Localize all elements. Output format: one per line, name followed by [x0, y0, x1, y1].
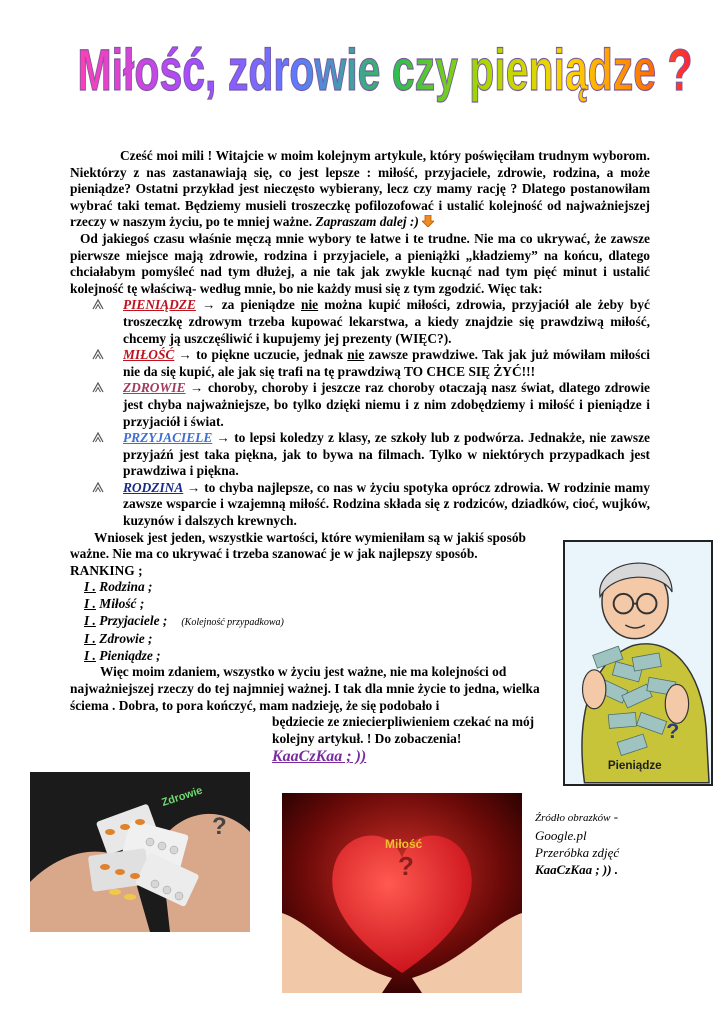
closing-paragraph: Więc moim zdaniem, wszystko w życiu jest ważne, nie ma kolejności od najważniejszej rzeczy do tej najmniej ważnej. I tak dla mnie życie to jedna, wielka ściema . Dobra, to pora kończyć, mam nadzieję, że się podobało i	[70, 664, 540, 713]
intro-text: Cześć moi mili ! Witajcie w moim kolejnym artykule, który poświęciłam trudnym wyborom. Niektórzy z nas zastanawiają się, co jest lepsze : miłość, przyjaciele, zdrowie, rodzina, a może pieniądze? Ostatni przykład jest nieczęsto wybierany, lecz czy mamy rację ? Dlatego postanowiłam wybrać taki temat. Będziemy musieli troszeczkę pofilozofować i ustalić kolejność od najważniejszej rzeczy w naszym życiu, po te mniej ważne.	[70, 148, 650, 230]
arrow-text: →	[195, 297, 222, 313]
ranking-number: I .	[84, 579, 96, 595]
ranking-label: Rodzina ;	[99, 579, 153, 595]
question-mark: ?	[666, 718, 680, 743]
grandma-money-image	[563, 540, 713, 786]
heart-hands-image	[282, 793, 522, 993]
item-text: choroby, choroby i jeszcze raz choroby otaczają nasz świat, dlatego zdrowie jest chyba najważniejsze, bo tylko dzięki niemu i z nim zdobędziemy i miłość i pieniądze i przyjaciół i świat.	[123, 380, 650, 429]
list-item-pieniadze	[92, 297, 650, 347]
values-list	[70, 297, 650, 529]
list-item-rodzina	[92, 480, 650, 530]
bullet-icon	[92, 431, 104, 443]
title-text: Miłość, zdrowie czy pieniądze ?	[77, 38, 693, 103]
ranking-label: Miłość ;	[99, 596, 145, 612]
bullet-icon	[92, 381, 104, 393]
image-caption-pieniadze: Pieniądze	[607, 759, 662, 773]
page-title	[70, 28, 700, 108]
ranking-number: I .	[84, 612, 96, 628]
bullet-icon	[92, 298, 104, 310]
question-mark: ?	[212, 813, 227, 840]
credits-dash: -	[610, 809, 619, 824]
arrow-text: →	[183, 479, 205, 495]
keyword-zdrowie: ZDROWIE	[123, 380, 186, 396]
keyword-pieniadze: PIENIĄDZE	[123, 297, 196, 313]
arrow-text: →	[174, 347, 197, 363]
item-text: to lepsi koledzy z klasy, ze szkoły lub z podwórza. Jednakże, nie zawsze przyjaźń jest taka piękna, jak to bywa na filmach. Tylko w niektórych przypadkach jest prawdziwa i piękna.	[123, 430, 650, 479]
item-underlined: nie	[301, 297, 319, 313]
credits-author: KaaCzKaa ; )) .	[535, 862, 619, 877]
rainbow-title-graphic	[70, 28, 700, 108]
list-item-przyjaciele	[92, 430, 650, 480]
paragraph-2: Od jakiegoś czasu właśnie męczą mnie wybory te łatwe i te trudne. Nie ma co ukrywać, że zawsze pierwsze miejsce mają zdrowie, rodzina i przyjaciele, a pieniążki „kładziemy” na końcu, dlatego chciałabym pomyśleć nad tym dłużej, a nie tak jak zwykle kucnąć nad tym pięć minut i ustalić kolejność tę właściwą- według mnie, bo nie każdy musi się z tym zgodzić. Więc tak:	[70, 230, 650, 296]
credits-edit: Przeróbka zdjęć	[535, 845, 620, 860]
keyword-rodzina: RODZINA	[123, 479, 184, 495]
intro-cta: Zapraszam dalej :)	[315, 214, 419, 230]
signature: KaaCzKaa ; ))	[272, 748, 367, 766]
orange-arrow-down-icon	[422, 215, 434, 227]
item-text: to piękne uczucie, jednak	[196, 347, 348, 363]
bullet-icon	[92, 348, 104, 360]
ranking-number: I .	[84, 596, 96, 612]
item-text: za pieniądze	[221, 297, 301, 313]
list-item-milosc	[92, 347, 650, 380]
item-text: zawsze prawdziwe. Tak jak już mówiłam miłości nie da się kupić, ale jak się trafi na tę prawdziwą TO CHCE SIĘ ŻYĆ!!!	[123, 347, 651, 379]
list-item-zdrowie	[92, 380, 650, 430]
item-text: to chyba najlepsze, co nas w życiu spotyka oprócz zdrowia. W rodzinie mamy zawsze wsparcie i wzajemną miłość. Rodzina składa się z rodziców, dziadków, cioć, wujków, kuzynów i dalszych krewnych.	[123, 479, 651, 529]
credits-source: Google.pl	[535, 828, 587, 843]
ranking-label: Zdrowie ;	[99, 631, 153, 647]
image-caption-milosc: Miłość	[385, 837, 423, 851]
bullet-icon	[92, 481, 104, 493]
ranking-number: I .	[84, 631, 96, 647]
heart-illustration	[282, 793, 522, 993]
question-mark: ?	[398, 851, 414, 881]
keyword-milosc: MIŁOŚĆ	[123, 347, 175, 363]
arrow-text: →	[212, 430, 235, 446]
keyword-przyjaciele: PRZYJACIELE	[123, 430, 213, 446]
credits-label: Źródło obrazków	[535, 812, 611, 824]
closing-paragraph-2: będziecie ze zniecierpliwieniem czekać na mój kolejny artykuł. ! Do zobaczenia!	[272, 714, 535, 746]
image-credits	[535, 808, 695, 878]
image-caption-zdrowie: Zdrowie	[160, 784, 205, 810]
ranking-note: (Kolejność przypadkowa)	[181, 616, 284, 628]
conclusion-paragraph: Wniosek jest jeden, wszystkie wartości, które wymieniłam są w jakiś sposób ważne. Nie ma co ukrywać i trzeba szanować je w jak najlepszy sposób. RANKING ;	[70, 529, 526, 578]
grandma-illustration	[565, 542, 711, 784]
ranking-label: Przyjaciele ;	[99, 612, 168, 628]
ranking-number: I .	[84, 647, 96, 663]
arrow-text: →	[185, 380, 208, 396]
ranking-label: Pieniądze ;	[99, 647, 161, 663]
item-text: można kupić miłości, zdrowia, przyjaciół ale żeby być troszeczkę zdrowym trzeba kupować lekarstwa, a kiedy znajdzie się prawdziwą miłość, chcemy ją uszczęśliwić i kupujemy jej prezenty (WIĘC?).	[123, 297, 650, 346]
intro-paragraph	[70, 148, 650, 231]
item-underlined: nie	[347, 347, 365, 363]
pills-illustration	[30, 772, 250, 932]
pills-hands-image	[30, 772, 250, 932]
credits-source-line	[535, 808, 695, 827]
